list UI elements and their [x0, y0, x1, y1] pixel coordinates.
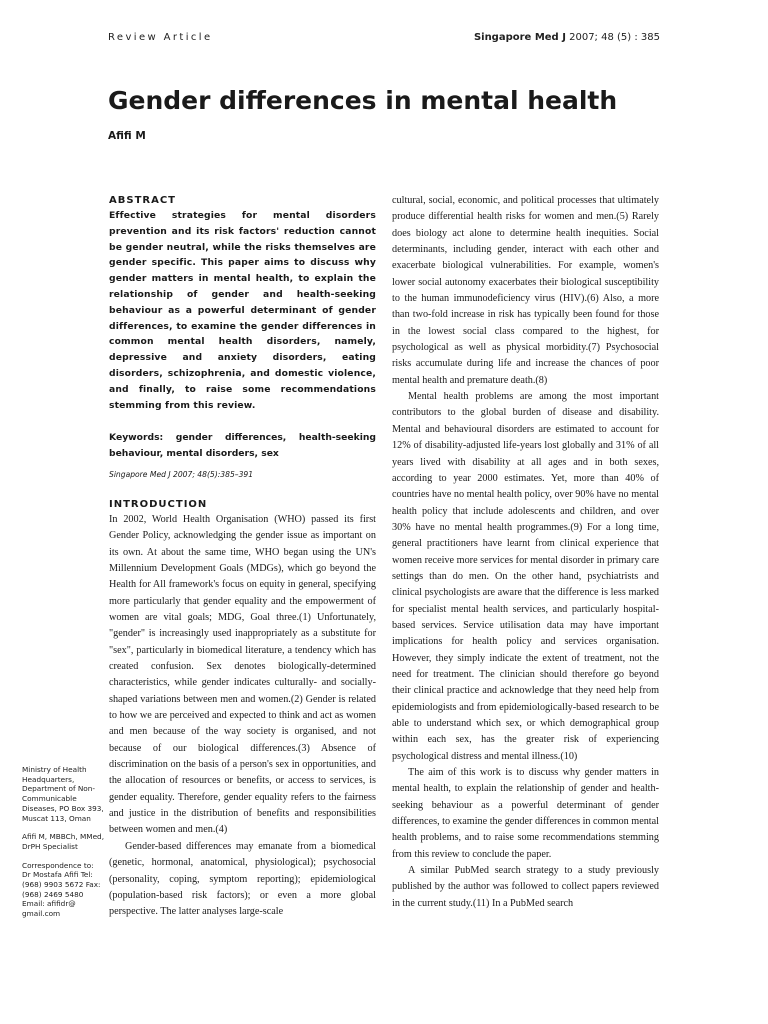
right-paragraph-2: Mental health problems are among the most important contributors to the global burden of disease and disability. Mental and behavioural disorders are estimated to account for 12% of disability-adjusted life-years lost globally and 31% of all years lived with disability at all ages and in both sexes, according to year 2000 estimates. Yet, more than 40% of countries have no mental health policy, over 90% have no mental health policy that include adolescents and children, and over 30% have no mental health programmes.(9) For a long time, general practitioners have learnt from clinical experience that women receive more services for mental disorder in primary care settings than do men. On the other hand, psychiatrists and clinical psychologists are aware that the difference is less marked for specialist mental health services, and particularly hospital-based services. Service utilisation data may have important implications for health policy and services organisation. However, they simply indicate the extent of treatment, not the need for treatment. The clinician should therefore go beyond their clinical practice and acknowledge that they need help from epidemiologists and from epidemiologically-based research to be able to understand which sex, or which demographical group within each sex, has the greater risk of experiencing psychological distress and mental illness.(10) [392, 391, 659, 762]
left-column [109, 194, 376, 921]
author-sidebar [22, 765, 104, 928]
keywords: Keywords: gender differences, health-seeking behaviour, mental disorders, sex [109, 432, 376, 460]
right-paragraph-1: cultural, social, economic, and political processes that ultimately produce differential health risks for women and men.(5) Rarely does biology act alone to determine health inequities. Social determinants, including gender, interact with each other and exacerbate biological vulnerabilities. For example, women's lower social autonomy exacerbates their biological susceptibility to the human immunodeficiency virus (HIV).(6) Also, a more than two-fold increase in risk has typically been found for those in the lowest social class compared to the highest, for psychological as well as physical morbidity.(7) Psychosocial risks accumulate during life and increase the chances of poor mental health and premature death.(8) [392, 195, 659, 386]
abstract-text: Effective strategies for mental disorders prevention and its risk factors' reduction cannot be gender neutral, while the risks themselves are gender specific. This paper aims to discuss why gender matters in mental health, to explain the relationship of gender and health-seeking behaviour as a powerful determinant of gender differences, to examine the gender differences in common mental health disorders, namely, depressive and anxiety disorders, eating disorders, schizophrenia, and domestic violence, and finally, to raise some recommendations stemming from this review. [109, 210, 376, 411]
article-author: Afifi M [108, 130, 146, 142]
abstract-heading: ABSTRACT [109, 195, 176, 206]
journal-name: Singapore Med J [473, 32, 566, 43]
running-header-section: Review Article [108, 32, 213, 43]
right-paragraph-4: A similar PubMed search strategy to a study previously published by the author was followed to collect papers reviewed in the current study.(11) In a PubMed search [392, 865, 659, 909]
right-column [392, 193, 659, 912]
journal-issue: 2007; 48 (5) : 385 [569, 32, 660, 43]
running-header-journal [474, 32, 660, 43]
affiliation: Ministry of Health Headquarters, Department of Non-Communicable Diseases, PO Box 393, Muscat 113, Oman [22, 765, 104, 823]
author-credentials: Afifi M, MBBCh, MMed, DrPH Specialist [22, 832, 105, 851]
introduction-paragraph-2: Gender-based differences may emanate from a biomedical (genetic, hormonal, anatomical, physiological); psychosocial (personality, coping, symptom reporting); epidemiological (population-based risk factors); or even a more global perspective. The latter analyses large-scale [109, 840, 376, 918]
citation: Singapore Med J 2007; 48(5):385–391 [109, 469, 254, 479]
right-paragraph-3: The aim of this work is to discuss why gender matters in mental health, to explain the relationship of gender and health-seeking behaviour as a powerful determinant of gender differences, to examine the gender differences in common mental health problems, and to raise some recommendations stemming from this review to conclude the paper. [392, 767, 659, 860]
article-title: Gender differences in mental health [108, 86, 618, 115]
correspondence: Correspondence to: Dr Mostafa Afifi Tel: (968) 9903 5672 Fax: (968) 2469 5480 Email: afifidr@ gmail.com [22, 860, 101, 919]
introduction-heading: INTRODUCTION [109, 498, 208, 510]
introduction-paragraph-1: In 2002, World Health Organisation (WHO) passed its first Gender Policy, acknowledging the gender issue as important on its own. At about the same time, WHO began using the UN's Millennium Development Goals (MDGs), which go beyond the Health for All framework's focus on equity in general, specifying more particularly that gender equality and the empowerment of women are vital goals; MDG, Goal three.(1) Unfortunately, "gender" is increasingly used inappropriately as a substitute for "sex", particularly in biomedical literature, a tendency which has created confusion. Sex denotes biologically-determined characteristics, while gender indicates culturally- and socially-shaped variations between men and women.(2) Gender is related to how we are perceived and expected to think and act as women and men because of the way society is organised, and not because of our biological differences.(3) Absence of discrimination on the basis of a person's sex in opportunities, and the allocation of resources or benefits, or access to services, is gender equality. Therefore, gender equality refers to the fairness and justice in the distribution of benefits and responsibilities between women and men.(4) [109, 513, 376, 836]
